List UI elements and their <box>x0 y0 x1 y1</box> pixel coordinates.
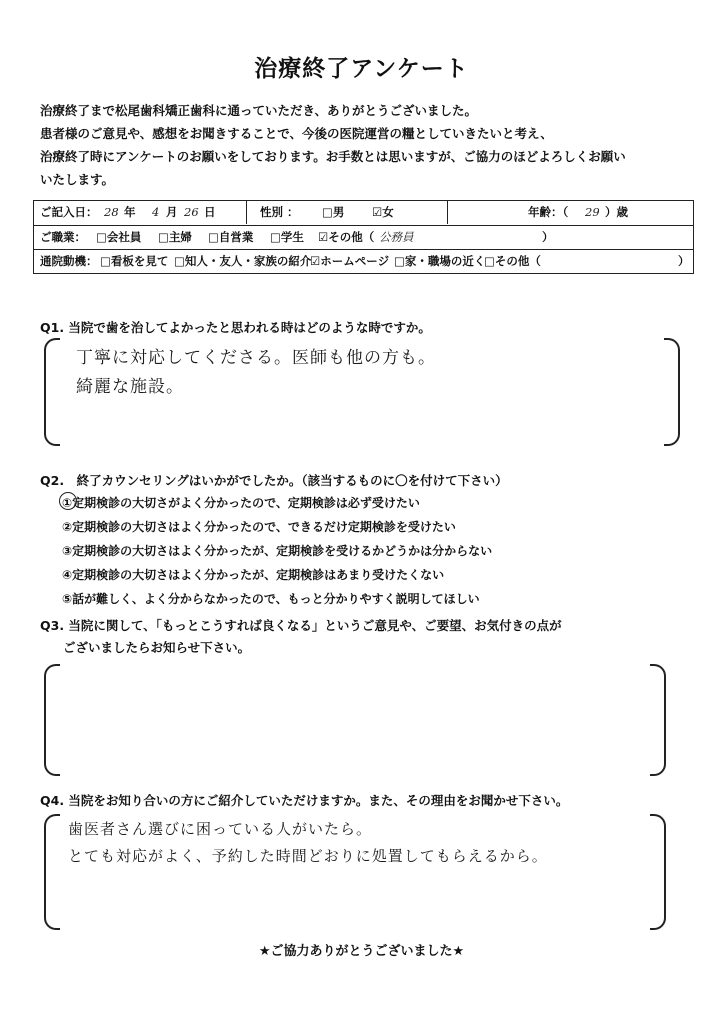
answer-box-left-bracket <box>44 664 60 776</box>
date-day[interactable]: 26 <box>184 205 199 219</box>
date-label: ご記入日： <box>40 205 98 219</box>
job-other-value[interactable]: 公務員 <box>379 230 414 244</box>
info-row-date <box>34 201 693 224</box>
q4-answer-line-1[interactable]: 歯医者さん選びに困っている人がいたら。 <box>68 820 373 838</box>
info-table <box>33 200 694 274</box>
reason-signboard-checkbox[interactable]: □看板を見て <box>100 254 169 268</box>
date-month-unit: 月 <box>166 205 178 219</box>
age-value[interactable]: 29 <box>585 205 600 219</box>
answer-box-left-bracket <box>44 338 60 446</box>
age-suffix: ）歳 <box>605 205 628 219</box>
page-title: 治療終了アンケート <box>254 56 469 82</box>
answer-box-right-bracket <box>650 664 666 776</box>
q3-question-line-2: ございましたらお知らせ下さい。 <box>63 640 251 655</box>
q2-question: Q2. 終了カウンセリングはいかがでしたか。（該当するものに〇を付けて下さい） <box>40 473 508 488</box>
answer-box-right-bracket <box>650 814 666 930</box>
date-year[interactable]: 28 <box>104 205 119 219</box>
job-student-checkbox[interactable]: □学生 <box>270 230 304 244</box>
reason-referral-checkbox[interactable]: □知人・友人・家族の紹介 <box>174 254 312 268</box>
intro-line-4: いたします。 <box>40 172 115 187</box>
reason-nearby-checkbox[interactable]: □家・職場の近く <box>394 254 486 268</box>
gender-male-checkbox[interactable]: □男 <box>322 205 345 219</box>
divider <box>447 201 448 224</box>
q3-question-line-1: Q3. 当院に関して、「もっとこうすれば良くなる」というご意見や、ご要望、お気付きの点が <box>40 618 562 633</box>
job-close-paren: ） <box>542 230 554 244</box>
date-year-unit: 年 <box>124 205 136 219</box>
job-label: ご職業： <box>40 230 86 244</box>
reason-homepage-checkbox[interactable]: ☑ホームページ <box>310 254 390 268</box>
job-office-worker-checkbox[interactable]: □会社員 <box>96 230 142 244</box>
gender-label: 性別 ： <box>260 205 299 219</box>
q4-question: Q4. 当院をお知り合いの方にご紹介していただけますか。また、その理由をお聞かせ下さい。 <box>40 793 569 808</box>
date-day-unit: 日 <box>204 205 216 219</box>
reason-other-checkbox[interactable]: □その他（ <box>484 254 541 268</box>
info-row-job <box>34 225 693 249</box>
thanks-footer: ★ご協力ありがとうございました★ <box>258 944 465 959</box>
q2-option-1[interactable]: ①定期検診の大切さがよく分かったので、定期検診は必ず受けたい <box>62 496 420 510</box>
reason-label: 通院動機： <box>40 254 98 268</box>
q1-answer-line-1[interactable]: 丁寧に対応してくださる。医師も他の方も。 <box>76 348 436 368</box>
reason-close-paren: ） <box>678 254 690 268</box>
info-row-reason <box>34 249 693 273</box>
divider <box>246 201 247 224</box>
answer-box-left-bracket <box>44 814 60 930</box>
q2-option-2[interactable]: ②定期検診の大切さはよく分かったので、できるだけ定期検診を受けたい <box>62 520 456 534</box>
intro-line-2: 患者様のご意見や、感想をお聞きすることで、今後の医院運営の糧としていきたいと考え、 <box>40 126 553 141</box>
intro-line-1: 治療終了まで松尾歯科矯正歯科に通っていただき、ありがとうございました。 <box>40 103 478 118</box>
q3-answer-area[interactable] <box>60 670 650 770</box>
q4-answer-line-2[interactable]: とても対応がよく、予約した時間どおりに処置してもらえるから。 <box>68 847 548 865</box>
intro-line-3: 治療終了時にアンケートのお願いをしております。お手数とは思いますが、ご協力のほどよろしくお願い <box>40 149 626 164</box>
date-month[interactable]: 4 <box>152 205 160 219</box>
job-housewife-checkbox[interactable]: □主婦 <box>158 230 192 244</box>
q2-option-3[interactable]: ③定期検診の大切さはよく分かったが、定期検診を受けるかどうかは分からない <box>62 544 493 558</box>
q1-answer-line-2[interactable]: 綺麗な施設。 <box>76 377 184 397</box>
job-self-employed-checkbox[interactable]: □自営業 <box>208 230 254 244</box>
answer-box-right-bracket <box>664 338 680 446</box>
q2-option-4[interactable]: ④定期検診の大切さはよく分かったが、定期検診はあまり受けたくない <box>62 568 445 582</box>
q2-option-5[interactable]: ⑤話が難しく、よく分からなかったので、もっと分かりやすく説明してほしい <box>62 592 480 606</box>
selected-option-circle <box>59 492 77 510</box>
job-other-checkbox[interactable]: ☑その他（ <box>318 230 375 244</box>
gender-female-checkbox[interactable]: ☑女 <box>372 205 394 219</box>
q1-question: Q1. 当院で歯を治してよかったと思われる時はどのような時ですか。 <box>40 320 431 335</box>
age-label: 年齢：（ <box>528 205 569 219</box>
